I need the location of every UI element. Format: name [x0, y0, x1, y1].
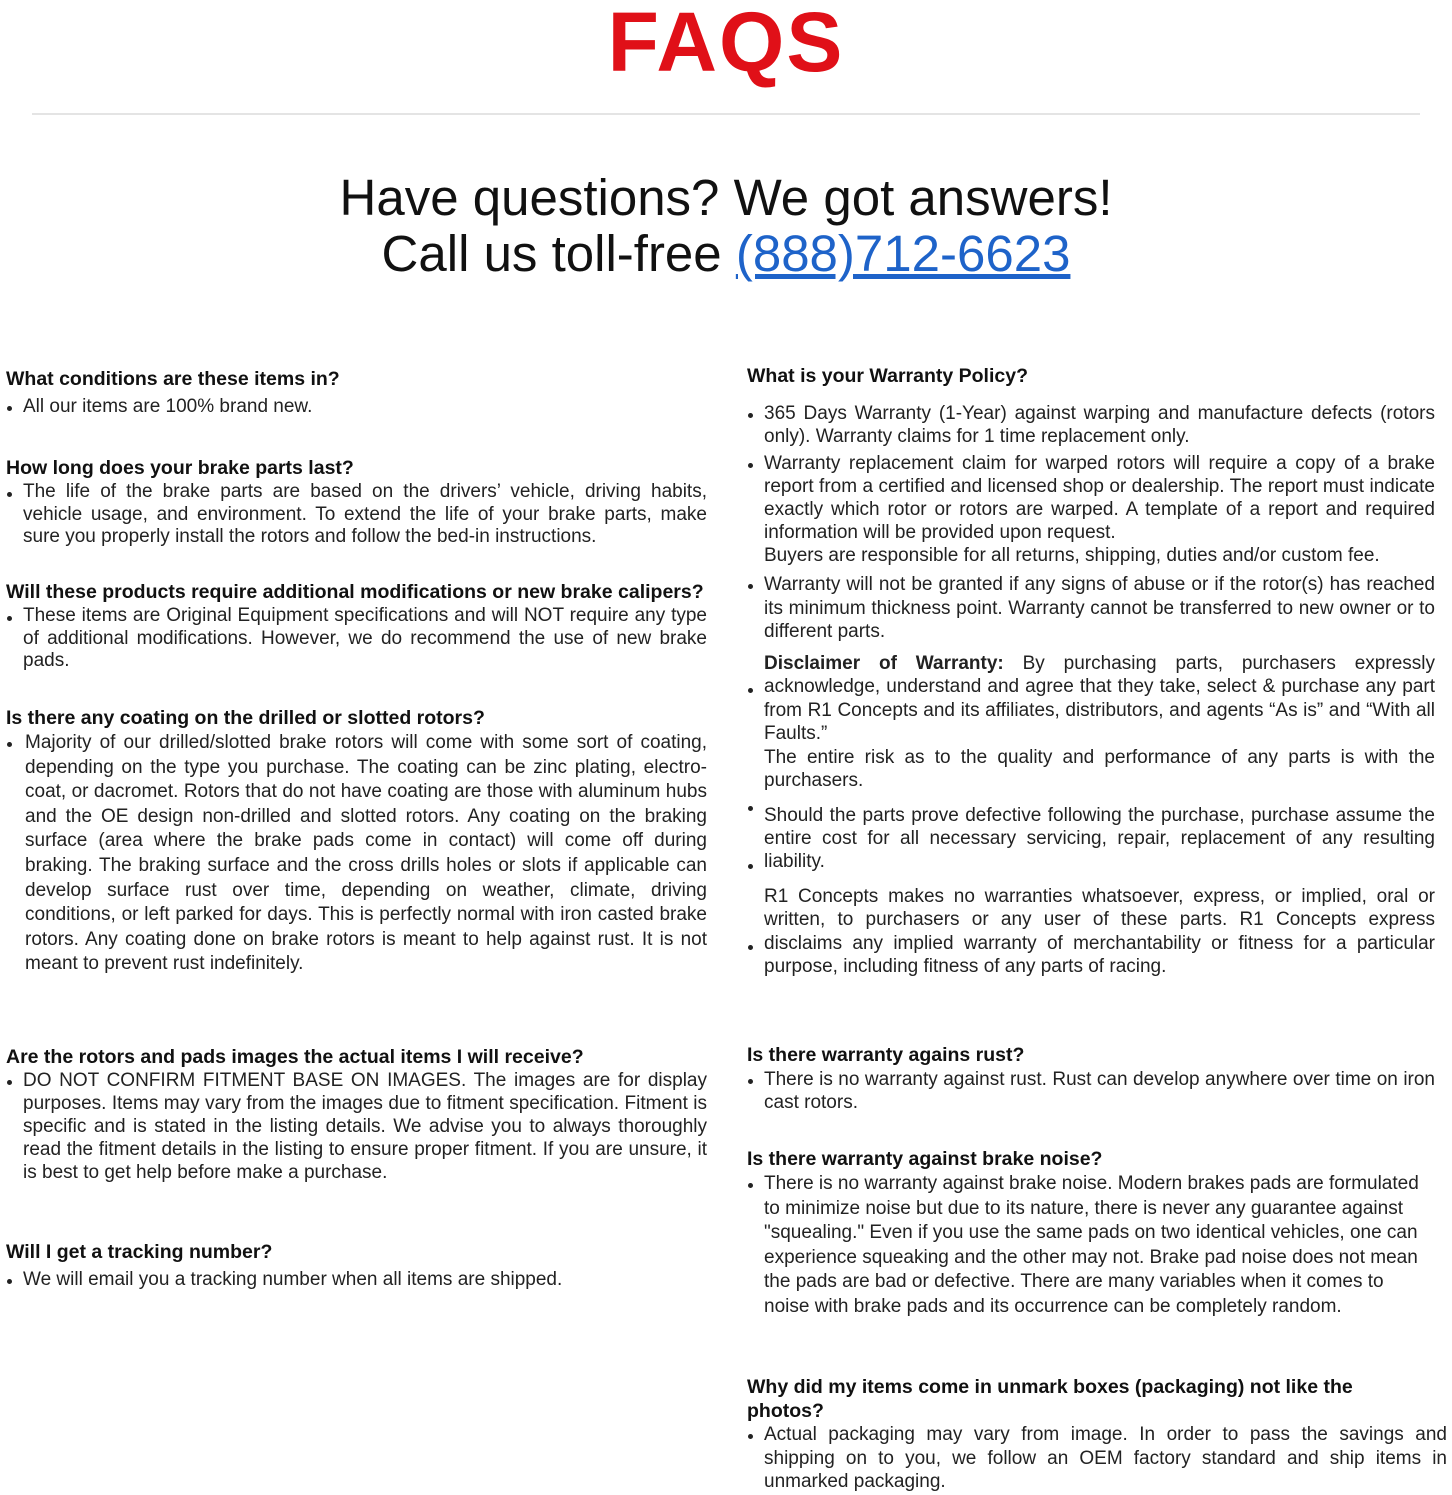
warranty-claim-text: Warranty replacement claim for warped rotors will require a copy of a brake report from a certified and licensed shop or dealership. The report must indicate exactly which rotor or rotors are warped. A template of a report and required information will be provided upon request. [764, 453, 1435, 543]
faq-item-images [6, 1045, 707, 1184]
faq-item-warranty [747, 364, 1435, 979]
page-title: FAQS [607, 0, 845, 89]
faq-item-rust [747, 1043, 1435, 1114]
faq-answer: These items are Original Equipment specifications and will NOT require any type of additional modifications. However, we do recommend the use of new brake pads. [6, 605, 707, 673]
tagline [0, 170, 1452, 282]
faq-answer: Majority of our drilled/slotted brake rotors will come with some sort of coating, depending on the type you purchase. The coating can be zinc plating, electro-coat, or dacromet. Rotors that do not have coating are those with aluminum hubs and the OE design non-drilled and slotted rotors. Any coating on the braking surface (area where the brake pads come in contact) will come off during braking. The braking surface and the cross drills holes or slots if applicable can develop surface rust over time, depending on weather, climate, driving conditions, or left parked for days. This is perfectly normal with iron casted brake rotors. Any coating done on brake rotors is meant to help against rust. It is not meant to prevent rust indefinitely. [6, 731, 707, 977]
faq-answer: There is no warranty against brake noise. Modern brakes pads are formulated to minimize noise but due to its nature, there is never any guarantee against "squealing." Even if you use the same pads on two identical vehicles, one can experience squeaking and the other may not. Brake pad noise does not mean the pads are bad or defective. There are many variables when it comes to noise with brake pads and its occurrence can be completely random. [747, 1172, 1435, 1320]
warranty-risk: The entire risk as to the quality and performance of any parts is with the purchasers. [747, 746, 1435, 792]
warranty-term: 365 Days Warranty (1-Year) against warping and manufacture defects (rotors only). Warranty claims for 1 time replacement only. [747, 402, 1435, 448]
faq-item-lifespan [6, 456, 707, 549]
faq-item-noise [747, 1147, 1435, 1320]
faq-answer: Actual packaging may vary from image. In order to pass the savings and shipping on to you, we follow an OEM factory standard and ship items in unmarked packaging. [747, 1423, 1447, 1494]
faq-answer: There is no warranty against rust. Rust can develop anywhere over time on iron cast rotors. [747, 1068, 1435, 1114]
faq-question: Is there warranty against brake noise? [747, 1148, 1103, 1170]
warranty-disclaimer [747, 652, 1435, 746]
tagline-line2 [0, 226, 1452, 282]
faq-question: What is your Warranty Policy? [747, 365, 1028, 387]
faq-answer: DO NOT CONFIRM FITMENT BASE ON IMAGES. The images are for display purposes. Items may vary from the images due to fitment specification. Fitment is specific and is stated in the listing details. We advise you to always thoroughly read the fitment details in the listing to ensure proper fitment. If you are unsure, it is best to get help before make a purchase. [6, 1069, 707, 1184]
faq-question: Will these products require additional modifications or new brake calipers? [6, 581, 704, 603]
warranty-claim [747, 452, 1435, 567]
title-divider [32, 113, 1420, 115]
faq-item-tracking [6, 1240, 707, 1292]
tagline-line1: Have questions? We got answers! [339, 169, 1113, 226]
faq-item-condition [6, 367, 707, 419]
faq-question: Will I get a tracking number? [6, 1241, 273, 1263]
faq-question: How long does your brake parts last? [6, 457, 354, 479]
faq-answer: We will email you a tracking number when all items are shipped. [6, 1268, 707, 1292]
faq-answer: All our items are 100% brand new. [6, 395, 707, 419]
faq-question: What conditions are these items in? [6, 368, 340, 390]
faq-question: Why did my items come in unmark boxes (packaging) not like the photos? [747, 1376, 1353, 1422]
warranty-exclusions: Warranty will not be granted if any signs of abuse or if the rotor(s) has reached its minimum thickness point. Warranty cannot be transferred to new owner or to different parts. [747, 573, 1435, 644]
warranty-defective: Should the parts prove defective following the purchase, purchase assume the entire cost for all necessary servicing, repair, replacement of any resulting liability. [747, 804, 1435, 873]
faq-question: Is there any coating on the drilled or slotted rotors? [6, 707, 485, 729]
faq-item-packaging [747, 1375, 1447, 1494]
faq-question: Are the rotors and pads images the actual items I will receive? [6, 1046, 584, 1068]
warranty-buyer-costs: Buyers are responsible for all returns, shipping, duties and/or custom fee. [764, 545, 1380, 566]
disclaimer-label: Disclaimer of Warranty: [764, 652, 1004, 674]
phone-link[interactable]: (888)712-6623 [735, 225, 1071, 282]
faq-item-modifications [6, 580, 707, 673]
faq-item-coating [6, 706, 707, 977]
warranty-no-warranties: R1 Concepts makes no warranties whatsoever, express, or implied, oral or written, to purchasers or any user of these parts. R1 Concepts express disclaims any implied warranty of merchantability or fitness for a particular purpose, including fitness of any parts of racing. [747, 885, 1435, 979]
disclaimer-text: By purchasing parts, purchasers expressly acknowledge, understand and agree that they take, select & purchase any part from R1 Concepts and its affiliates, distributors, and agents “As is” and “With all Faults.” [764, 652, 1435, 744]
faq-question: Is there warranty agains rust? [747, 1044, 1025, 1066]
faq-answer: The life of the brake parts are based on the drivers’ vehicle, driving habits, vehicle usage, and environment. To extend the life of your brake parts, make sure you properly install the rotors and follow the bed-in instructions. [6, 481, 707, 549]
tagline-prefix: Call us toll-free [381, 225, 736, 282]
